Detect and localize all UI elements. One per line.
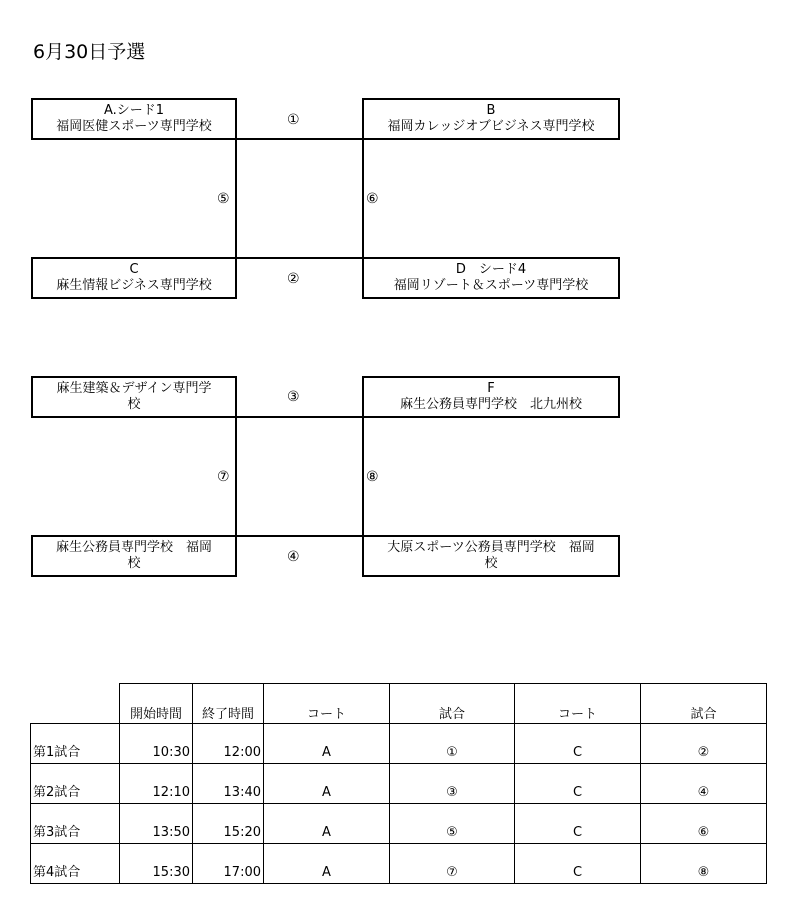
- team-box-f: [362, 376, 620, 418]
- table-cell: A: [264, 764, 390, 804]
- table-cell: ②: [641, 724, 767, 764]
- match-number: ①: [287, 112, 300, 128]
- table-cell: 第2試合: [31, 764, 120, 804]
- table-cell: ④: [641, 764, 767, 804]
- table-cell: C: [515, 844, 641, 884]
- match-number: ⑧: [366, 469, 379, 485]
- table-cell: ⑦: [390, 844, 515, 884]
- table-row: [31, 724, 767, 764]
- match-number: ④: [287, 549, 300, 565]
- table-cell: C: [515, 724, 641, 764]
- table-cell: 10:30: [120, 724, 193, 764]
- team-name: 麻生公務員専門学校 北九州校: [399, 397, 582, 412]
- team-seed-label: D シード4: [455, 262, 527, 277]
- table-header-cell: コート: [264, 684, 390, 724]
- table-row: [31, 844, 767, 884]
- bracket-line: [362, 138, 364, 259]
- team-name-line1: 大原スポーツ公務員専門学校 福岡: [387, 540, 595, 555]
- match-number: ⑤: [217, 191, 230, 207]
- table-cell: ⑥: [641, 804, 767, 844]
- table-cell: 15:20: [193, 804, 264, 844]
- table-cell: ⑤: [390, 804, 515, 844]
- table-header-cell: 終了時間: [193, 684, 264, 724]
- team-name-line1: 麻生公務員専門学校 福岡: [55, 540, 212, 555]
- bracket-line: [235, 535, 364, 537]
- table-cell: 第4試合: [31, 844, 120, 884]
- match-number: ⑦: [217, 469, 230, 485]
- team-box-a: [31, 98, 237, 140]
- table-cell: 第1試合: [31, 724, 120, 764]
- bracket-line: [235, 416, 364, 418]
- bracket-line: [235, 138, 237, 259]
- team-name: 福岡医健スポーツ専門学校: [56, 119, 212, 134]
- team-seed-label: A.シード1: [103, 103, 165, 118]
- team-box-b: [362, 98, 620, 140]
- bracket-line: [235, 416, 237, 537]
- table-cell: 13:40: [193, 764, 264, 804]
- table-header-cell: 試合: [641, 684, 767, 724]
- bracket-line: [235, 257, 364, 259]
- table-cell: 17:00: [193, 844, 264, 884]
- table-cell: 12:10: [120, 764, 193, 804]
- table-header-row: [31, 684, 767, 724]
- team-name-line2: 校: [127, 397, 141, 412]
- table-cell: 第3試合: [31, 804, 120, 844]
- table-row: [31, 804, 767, 844]
- table-header-cell: [31, 684, 120, 724]
- bracket-line: [235, 138, 364, 140]
- match-number: ⑥: [366, 191, 379, 207]
- table-cell: ③: [390, 764, 515, 804]
- table-cell: A: [264, 844, 390, 884]
- table-cell: A: [264, 724, 390, 764]
- match-number: ②: [287, 271, 300, 287]
- table-header-cell: 試合: [390, 684, 515, 724]
- team-name: 福岡カレッジオブビジネス専門学校: [387, 119, 595, 134]
- team-box-c: [31, 257, 237, 299]
- team-name: 福岡リゾート＆スポーツ専門学校: [393, 278, 589, 293]
- table-cell: ①: [390, 724, 515, 764]
- team-name-line1: 麻生建築＆デザイン専門学: [56, 381, 212, 396]
- table-cell: 13:50: [120, 804, 193, 844]
- team-seed-label: F: [487, 381, 495, 396]
- team-seed-label: C: [129, 262, 139, 277]
- team-box-h: [362, 535, 620, 577]
- table-header-cell: 開始時間: [120, 684, 193, 724]
- bracket-line: [362, 416, 364, 537]
- table-header-cell: コート: [515, 684, 641, 724]
- table-cell: C: [515, 804, 641, 844]
- table-row: [31, 764, 767, 804]
- team-name: 麻生情報ビジネス専門学校: [56, 278, 212, 293]
- team-box-d: [362, 257, 620, 299]
- team-box-g: [31, 535, 237, 577]
- team-seed-label: B: [486, 103, 496, 118]
- table-cell: ⑧: [641, 844, 767, 884]
- table-cell: 15:30: [120, 844, 193, 884]
- table-cell: A: [264, 804, 390, 844]
- table-cell: 12:00: [193, 724, 264, 764]
- table-cell: C: [515, 764, 641, 804]
- team-name-line2: 校: [127, 556, 141, 571]
- schedule-table: [30, 683, 767, 884]
- page-title: 6月30日予選: [33, 41, 146, 63]
- team-box-e: [31, 376, 237, 418]
- match-number: ③: [287, 389, 300, 405]
- team-name-line2: 校: [484, 556, 498, 571]
